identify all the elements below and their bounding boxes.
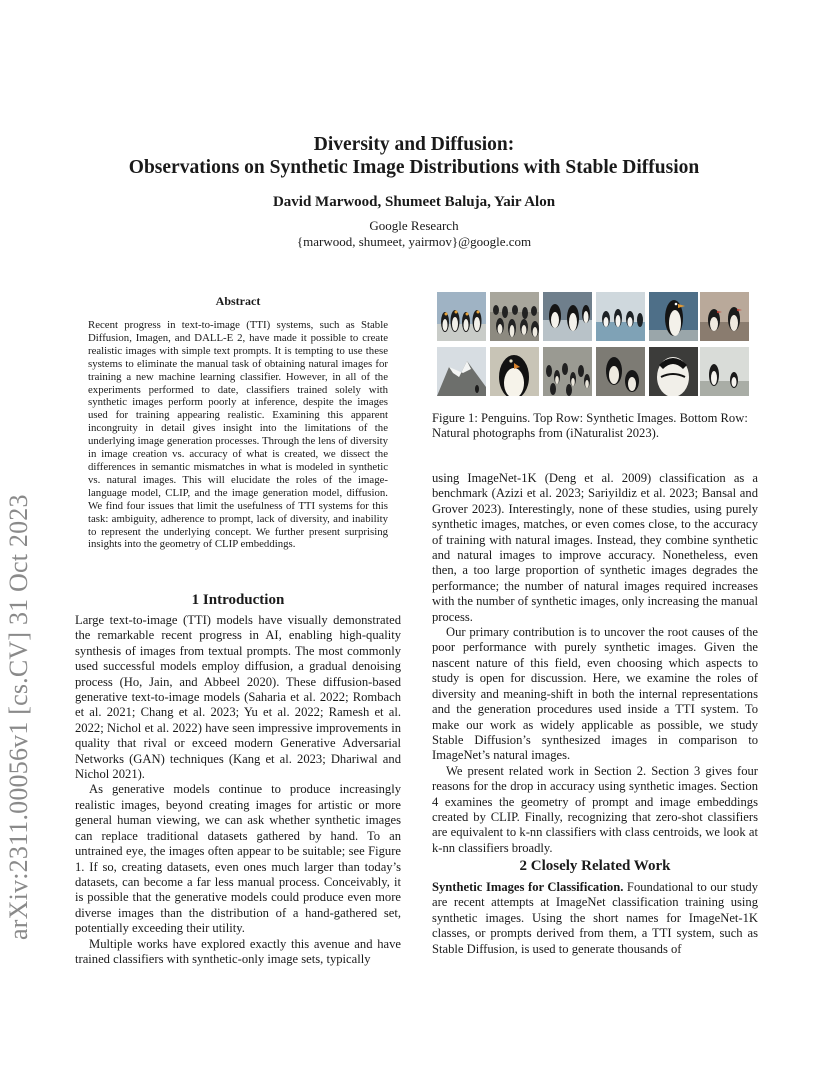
- natural-penguin-photo-2: [490, 347, 539, 396]
- intro-paragraph-1: Large text-to-image (TTI) models have visually demonstrated the remarkable recent progress in AI, enabling high-quality synthesis of images from textual prompts. The most commonly used successful models employ diffusion, a gradual denoising process (Ho, Jain, and Abbeel 2020). These diffusion-based generative text-to-image models (Saharia et al. 2022; Rombach et al. 2021; Chang et al. 2023; Yu et al. 2022; Ramesh et al. 2022; Nichol et al. 2022) have seen impressive improvements in quality that rival or exceed modern Generative Adversarial Networks (GAN) techniques (Kang et al. 2023; Dhariwal and Nichol 2021).: [75, 613, 401, 782]
- figure-1-caption: Figure 1: Penguins. Top Row: Synthetic Images. Bottom Row: Natural photographs from (iNaturalist 2023).: [432, 411, 748, 441]
- section-heading-introduction: 1 Introduction: [191, 592, 285, 608]
- synthetic-penguin-image-1: [437, 292, 486, 341]
- affiliation: Google Research: [369, 218, 459, 233]
- natural-penguin-photo-3: [543, 347, 592, 396]
- synthetic-penguin-image-6: [700, 292, 749, 341]
- author-list: David Marwood, Shumeet Baluja, Yair Alon: [272, 194, 556, 210]
- synthetic-penguin-image-4: [596, 292, 645, 341]
- right-paragraph-3: We present related work in Section 2. Section 3 gives four reasons for the drop in accuracy using synthetic images. Section 4 examines the geometry of prompt and image embeddings created by CLIP. Finally, recognizing that zero-shot classifiers are equivalent to k-nn classifiers with class centroids, we look at k-nn classifiers broadly.: [432, 763, 758, 855]
- intro-body: [75, 613, 401, 967]
- author-emails: {marwood, shumeet, yairmov}@google.com: [296, 234, 532, 249]
- synthetic-penguin-image-2: [490, 292, 539, 341]
- section-heading-related-work: 2 Closely Related Work: [519, 858, 671, 874]
- paper-title-line-1: Diversity and Diffusion:: [313, 134, 515, 155]
- synthetic-penguin-image-3: [543, 292, 592, 341]
- related-work-paragraph: Foundational to our study are recent attempts at ImageNet classification training using synthetic images. Using the short names for ImageNet-1K classes, or prompts derived from them, a TTI system, such as Stable Diffusion, is used to generate thousands of: [432, 880, 759, 956]
- arxiv-stamp: arXiv:2311.00056v1 [cs.CV] 31 Oct 2023: [4, 494, 33, 940]
- right-paragraph-1: using ImageNet-1K (Deng et al. 2009) classification as a benchmark (Azizi et al. 2023; Sariyildiz et al. 2023; Bansal and Grover 2023). Interestingly, none of these studies, using purely synthetic images, matches, or even comes close, to the accuracy of training with natural images. Instead, they combine synthetic and natural images to improve accuracy. Nonetheless, even then, a too large proportion of synthetic images degrades the performance; the number of natural images required increases with the number of synthetic images, only increasing the manual process.: [432, 471, 758, 624]
- abstract-heading: Abstract: [215, 294, 261, 308]
- paper-title-line-2: Observations on Synthetic Image Distributions with Stable Diffusion: [128, 157, 700, 178]
- figure-1-penguin-grid: [437, 292, 749, 396]
- right-column-body: [432, 471, 758, 856]
- synthetic-penguin-image-5: [649, 292, 698, 341]
- intro-paragraph-2: As generative models continue to produce increasingly realistic images, beyond creating images for artistic or more general human viewing, we can ask whether synthetic images can replace traditional datasets gathered by hand. To an untrained eye, the images often appear to be suitable; see Figure 1. If so, creating datasets, even ones much larger than today’s datasets, can become a far less manual process. Conceivably, it is possible that the generative models could produce even more diverse images than the distribution of a hand-gathered set, potentially exceeding their utility.: [75, 782, 401, 936]
- runin-heading-synthetic-images: Synthetic Images for Classification.: [432, 880, 624, 894]
- related-work-body: [432, 880, 758, 957]
- natural-penguin-photo-1: [437, 347, 486, 396]
- natural-penguin-photo-5: [649, 347, 698, 396]
- natural-penguin-photo-6: [700, 347, 749, 396]
- right-paragraph-2: Our primary contribution is to uncover the root causes of the poor performance with purely synthetic images. Given the nascent nature of this field, even choosing which aspects to study is open for discussion. Here, we examine the roles of diversity and meaning-shift in both the internal representations and the generation procedures used inside a TTI system. To make our work as widely applicable as possible, we study Stable Diffusion’s synthesized images in comparison to ImageNet’s natural images.: [432, 625, 758, 763]
- natural-penguin-photo-4: [596, 347, 645, 396]
- abstract-text: Recent progress in text-to-image (TTI) systems, such as Stable Diffusion, Imagen, and DALL-E 2, have made it possible to create realistic images with simple text prompts. It is tempting to use these systems to eliminate the manual task of obtaining natural images for training a new machine learning classifier. However, in all of the experiments performed to date, classifiers trained solely with synthetic images perform poorly at inference, despite the images used for training appearing realistic. Examining this apparent incongruity in detail gives insight into the limitations of the underlying image generation processes. Through the lens of diversity in image creation vs. accuracy of what is created, we dissect the differences in semantic mismatches in what is modeled in synthetic vs. natural images. This will elucidate the roles of the image-language model, CLIP, and the image generation model, diffusion. We find four issues that limit the usefulness of TTI systems for this task: ambiguity, adherence to prompt, lack of diversity, and inability to represent the underlying concept. We further present surprising insights into the geometry of CLIP embeddings.: [88, 319, 388, 551]
- intro-paragraph-3: Multiple works have explored exactly this avenue and have trained classifiers with synthetic-only image sets, typically: [75, 936, 401, 966]
